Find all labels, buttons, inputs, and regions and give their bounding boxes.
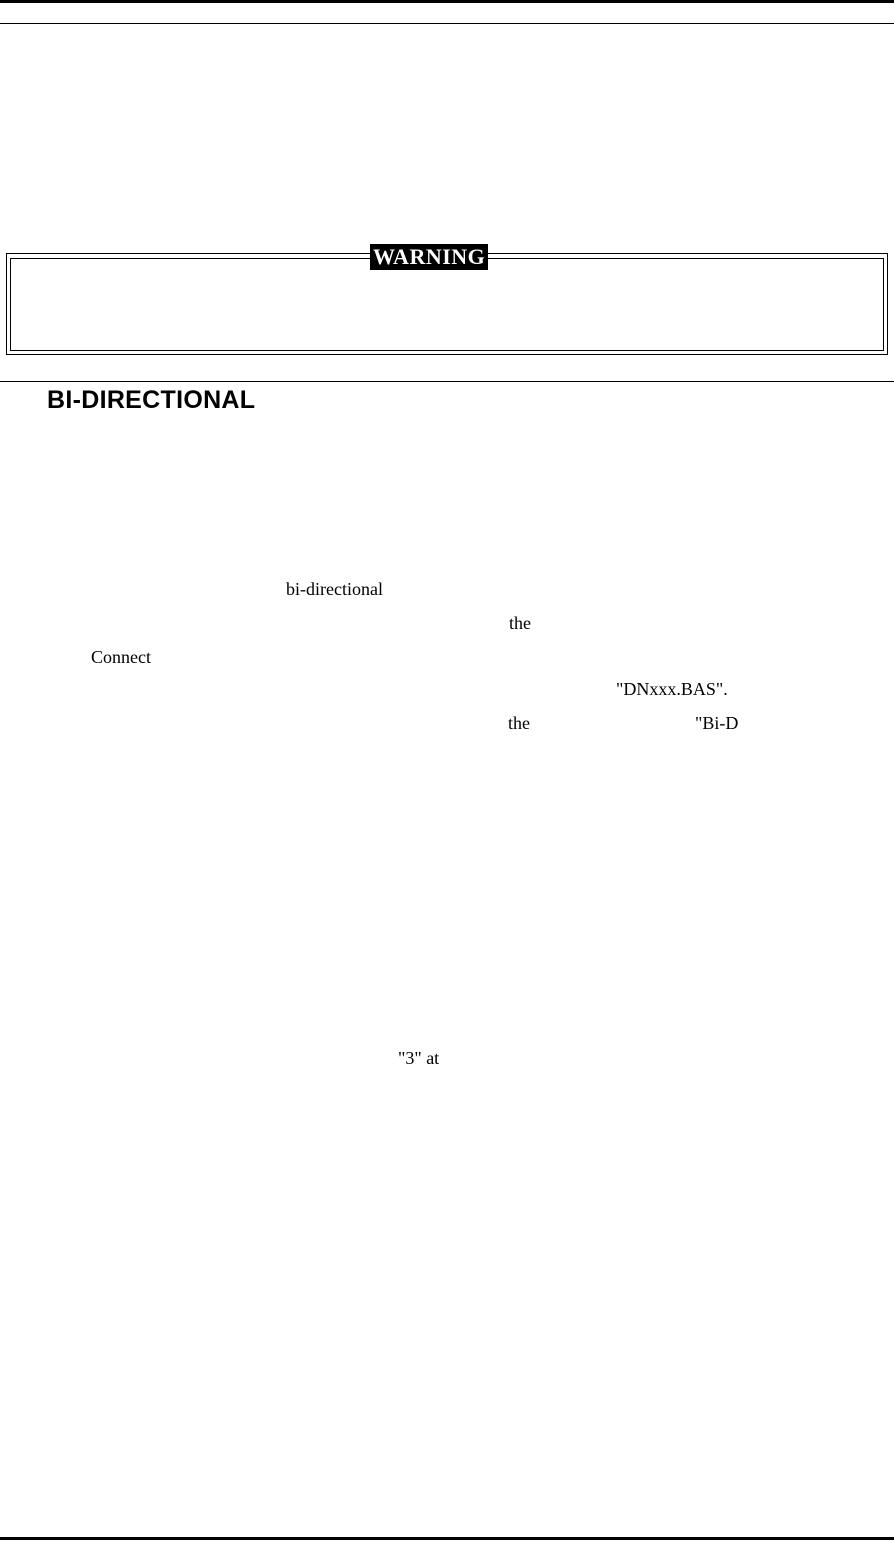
text-fragment: "Bi-D [695, 713, 739, 733]
bottom-rule [0, 1537, 894, 1540]
text-fragment: Connect [91, 647, 151, 667]
text-fragment: the [508, 713, 530, 733]
top-rule-thick [0, 0, 894, 3]
section-heading: BI-DIRECTIONAL [47, 386, 256, 414]
text-fragment: "3" at [398, 1048, 440, 1068]
warning-title: WARNING [370, 244, 488, 270]
text-fragment: bi-directional [286, 579, 383, 599]
text-fragment: "DNxxx.BAS". [616, 679, 728, 699]
warning-box-inner-border [10, 258, 884, 351]
text-fragment: the [509, 613, 531, 633]
top-rule-thin [0, 23, 894, 24]
section-rule [0, 381, 894, 382]
